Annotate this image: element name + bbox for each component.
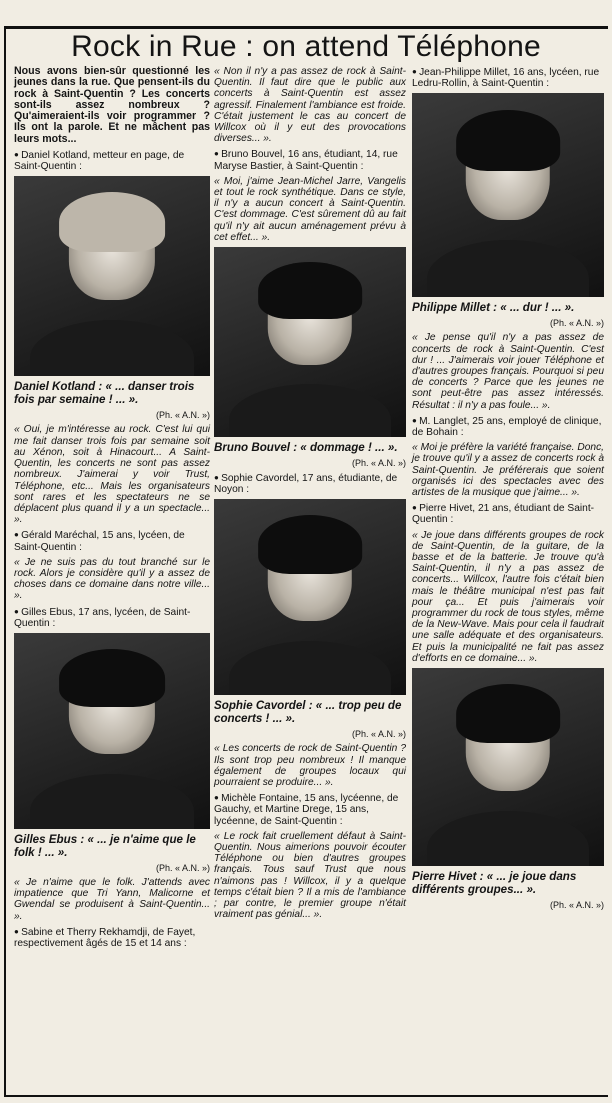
- photo-cavordel: [214, 499, 406, 695]
- quote-langlet: « Moi je préfère la variété française. Donc, je trouve qu'il y a assez de concerts rock à Saint-Quentin. Je préférerais que soient organisés ici des spectacles avec des artistes de la musique que j'aime... ».: [412, 442, 604, 499]
- person-info-bouvel: ● Bruno Bouvel, 16 ans, étudiant, 14, rue Maryse Bastier, à Saint-Quentin :: [214, 148, 406, 171]
- quote-fontaine: « Le rock fait cruellement défaut à Saint-Quentin. Nous aimerions pouvoir écouter Téléphone ou bien d'autres groupes français. Tous sauf Trust que nous n'aimons pas ! Willcox, il y a quelque temps c'était bien ? Il a mis de l'ambiance ; par contre, le premier groupe n'était vraiment pas génial... ».: [214, 830, 406, 921]
- person-info-hivet: ● Pierre Hivet, 21 ans, étudiant de Saint-Quentin :: [412, 502, 604, 525]
- person-info-rekhamdji: ● Sabine et Therry Rekhamdji, de Fayet, respectivement âgés de 15 et 14 ans :: [14, 926, 210, 949]
- quote-hivet: « Je joue dans différents groupes de rock de Saint-Quentin, de la guitare, de la basse et de la batterie. Je trouve qu'à Saint-Quentin, il n'y a pas assez de concerts... Willcox, l'autre fois c'était bien mais le théâtre municipal n'est pas fait pour ça... Et puis j'aimerais voir programmer du rock de tous styles, même de la New-Wave. Mais pour cela il faudrait une salle adéquate et des organisateurs. Et puis la municipalité ne fait pas assez d'efforts en ce domaine... ».: [412, 529, 604, 664]
- caption-millet: Philippe Millet : « ... dur ! ... ».: [412, 301, 575, 315]
- caption-kotland: Daniel Kotland : « ... danser trois fois par semaine ! ... ».: [14, 380, 195, 407]
- quote-ebus: « Je n'aime que le folk. J'attends avec impatience que Tri Yann, Malicorne et Gwendal se produisent à Saint-Quentin... ».: [14, 876, 210, 922]
- person-info-cavordel: ● Sophie Cavordel, 17 ans, étudiante, de Noyon :: [214, 472, 406, 495]
- photo-kotland: [14, 176, 210, 376]
- column-1: [14, 66, 210, 953]
- photo-hivet: [412, 668, 604, 866]
- photo-credit-millet: (Ph. « A.N. »): [549, 318, 604, 329]
- quote-cavordel: « Les concerts de rock de Saint-Quentin ? Ils sont trop peu nombreux ! Il manque également de groupes locaux qui pourraient se produire... ».: [214, 743, 406, 789]
- column-3: [412, 66, 604, 914]
- bottom-rule: [4, 1095, 608, 1097]
- person-info-millet: ● Jean-Philippe Millet, 16 ans, lycéen, rue Ledru-Rollin, à Saint-Quentin :: [412, 66, 604, 89]
- caption-ebus: Gilles Ebus : « ... je n'aime que le folk ! ... ».: [14, 832, 196, 859]
- quote-marechal: « Je ne suis pas du tout branché sur le rock. Alors je considère qu'il y a assez de choses dans ce domaine dans notre ville... ».: [14, 556, 210, 602]
- person-info-ebus: ● Gilles Ebus, 17 ans, lycéen, de Saint-Quentin :: [14, 606, 210, 629]
- photo-credit-ebus: (Ph. « A.N. »): [155, 862, 210, 873]
- intro-paragraph: Nous avons bien-sûr questionné les jeunes dans la rue. Que pensent-ils du rock à Saint-Quentin ? Les concerts sont-ils assez nombreux ? Qu'aimeraient-ils voir programmer ? Ils ont la parole. Et ne mâchent pas leurs mots...: [14, 65, 210, 145]
- person-info-fontaine: ● Michèle Fontaine, 15 ans, lycéenne, de Gauchy, et Martine Drege, 15 ans, lycéenne, de Saint-Quentin :: [214, 792, 406, 827]
- person-info-marechal: ● Gérald Maréchal, 15 ans, lycéen, de Saint-Quentin :: [14, 529, 210, 552]
- quote-kotland: « Oui, je m'intéresse au rock. C'est lui qui me fait danser trois fois par semaine soit au Xénon, soit à Hinacourt... A Saint-Quentin, les concerts ne sont pas assez nombreux. J'aimerai y voir Trust, Téléphone, etc... Mais les organisateurs sont rares et les spectateurs ne se déplacent plus quand il y a un spectacle... ».: [14, 424, 210, 526]
- photo-credit-cavordel: (Ph. « A.N. »): [351, 729, 406, 740]
- photo-credit-kotland: (Ph. « A.N. »): [155, 410, 210, 421]
- photo-bouvel: [214, 247, 406, 437]
- caption-hivet: Pierre Hivet : « ... je joue dans différents groupes... ».: [412, 870, 577, 897]
- person-info-langlet: ● M. Langlet, 25 ans, employé de clinique, de Bohain :: [412, 415, 604, 438]
- headline: Rock in Rue : on attend Téléphone: [71, 30, 541, 63]
- photo-credit-hivet: (Ph. « A.N. »): [549, 900, 604, 911]
- caption-cavordel: Sophie Cavordel : « ... trop peu de concerts ! ... ».: [214, 699, 402, 726]
- photo-credit-bouvel: (Ph. « A.N. »): [351, 458, 406, 469]
- quote-bouvel: « Moi, j'aime Jean-Michel Jarre, Vangelis et tout le rock synthétique. Dans ce style, il n'y a aucun concert à Saint-Quentin. C'est dommage. C'est sûrement dû au fait qu'il n'y ait aucun aménagement prévu à cet effet... ».: [214, 175, 406, 243]
- column-2: [214, 66, 406, 925]
- left-rule: [4, 26, 6, 1097]
- person-info-kotland: ● Daniel Kotland, metteur en page, de Saint-Quentin :: [14, 149, 210, 172]
- caption-bouvel: Bruno Bouvel : « dommage ! ... ».: [214, 441, 398, 455]
- photo-millet: [412, 93, 604, 297]
- quote-millet: « Je pense qu'il n'y a pas assez de concerts de rock à Saint-Quentin. C'est dur ! ... J'aimerais voir jouer Téléphone et d'autres groupes français. Pourquoi si peu de concerts ? Parce que les jeunes ne sont peut-être pas assez intéressés. Résultat : il n'y a pas foule... ».: [412, 332, 604, 411]
- top-rule: [4, 26, 608, 29]
- quote-rekhamdji: « Non il n'y a pas assez de rock à Saint-Quentin. Il faut dire que le public aux concerts à Saint-Quentin est assez agressif. Finalement l'ambiance est froide. C'était justement le cas au concert de Willcox où il y eut des provocations diverses... ».: [214, 66, 406, 145]
- photo-ebus: [14, 633, 210, 829]
